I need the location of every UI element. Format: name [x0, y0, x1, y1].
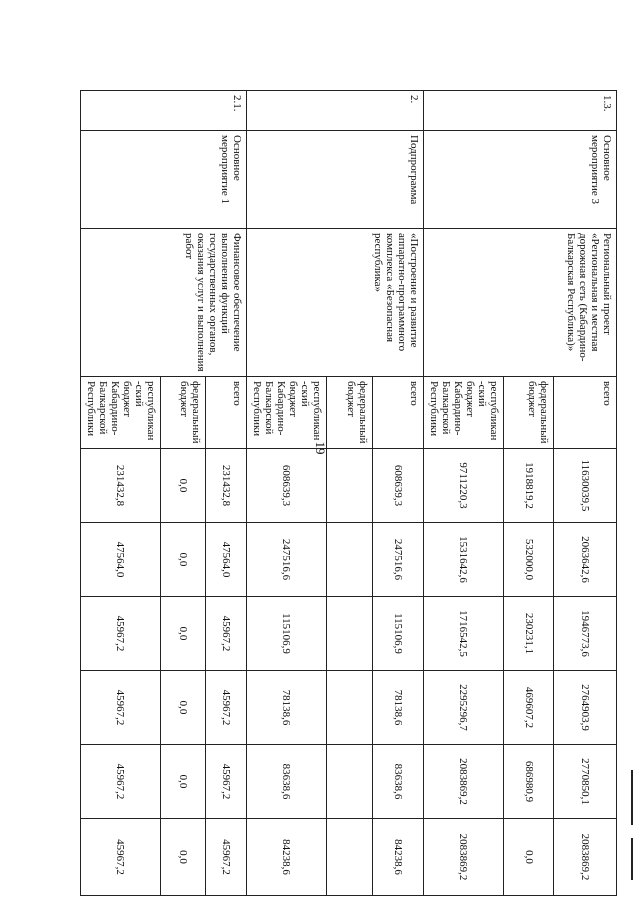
- value-cell: 83638,6: [246, 745, 326, 819]
- value-cell: 45967,2: [206, 745, 246, 819]
- value-cell: 608639,3: [373, 449, 424, 523]
- value-cell: 47564,0: [206, 523, 246, 597]
- table-row: [554, 91, 617, 896]
- value-cell: 532000,0: [503, 523, 554, 597]
- value-cell: 231432,8: [206, 449, 246, 523]
- value-cell: 1946773,6: [554, 597, 617, 671]
- value-cell: 231432,8: [81, 449, 161, 523]
- value-cell: 0,0: [160, 819, 206, 896]
- row-number: 2.1.: [81, 91, 247, 131]
- value-cell: 45967,2: [206, 819, 246, 896]
- value-cell: 686980,9: [503, 745, 554, 819]
- value-cell: 47564,0: [81, 523, 161, 597]
- value-cell: 2764903,9: [554, 671, 617, 745]
- row-number: 2.: [246, 91, 423, 131]
- value-cell: [326, 819, 373, 896]
- value-cell: 469607,2: [503, 671, 554, 745]
- value-cell: 247516,6: [373, 523, 424, 597]
- value-cell: 608639,3: [246, 449, 326, 523]
- value-cell: [326, 671, 373, 745]
- funding-source: федеральный бюджет: [503, 377, 554, 449]
- row-title: Региональный проект «Региональная и местная дорожная сеть (Кабардино-Балкарская Республика)»: [423, 229, 616, 377]
- value-cell: 1531642,6: [423, 523, 503, 597]
- value-cell: 11630039,5: [554, 449, 617, 523]
- scan-edge-mark: [631, 770, 633, 825]
- value-cell: [326, 449, 373, 523]
- value-cell: 45967,2: [81, 671, 161, 745]
- value-cell: 1918819,2: [503, 449, 554, 523]
- funding-source: всего: [206, 377, 246, 449]
- value-cell: [326, 597, 373, 671]
- value-cell: 2770850,1: [554, 745, 617, 819]
- value-cell: 115106,9: [373, 597, 424, 671]
- funding-source: всего: [554, 377, 617, 449]
- value-cell: 45967,2: [81, 745, 161, 819]
- value-cell: 2083869,2: [423, 745, 503, 819]
- value-cell: 84238,6: [373, 819, 424, 896]
- value-cell: 84238,6: [246, 819, 326, 896]
- value-cell: 247516,6: [246, 523, 326, 597]
- funding-source: республикан-ский бюджет Кабардино-Балкарской Республики: [81, 377, 161, 449]
- budget-table: [80, 90, 617, 896]
- row-number: 1.3.: [423, 91, 616, 131]
- scan-edge-mark: [631, 838, 633, 880]
- funding-source: республикан-ский бюджет Кабардино-Балкарской Республики: [423, 377, 503, 449]
- value-cell: 78138,6: [373, 671, 424, 745]
- value-cell: 2083869,2: [423, 819, 503, 896]
- funding-source: федеральный бюджет: [160, 377, 206, 449]
- value-cell: 45967,2: [206, 671, 246, 745]
- row-status: Основное мероприятие 1: [81, 131, 247, 229]
- value-cell: 45967,2: [206, 597, 246, 671]
- value-cell: 230231,1: [503, 597, 554, 671]
- funding-source: федеральный бюджет: [326, 377, 373, 449]
- row-title: Финансовое обеспечение выполнения функций государственных органов, оказания услуг и выполнения работ: [81, 229, 247, 377]
- row-title: «Построение и развитие аппаратно-программного комплекса «Безопасная республика»: [246, 229, 423, 377]
- value-cell: 45967,2: [81, 819, 161, 896]
- funding-source: всего: [373, 377, 424, 449]
- value-cell: 0,0: [160, 597, 206, 671]
- value-cell: 0,0: [160, 523, 206, 597]
- table-row: [373, 91, 424, 896]
- row-status: Подпрограмма: [246, 131, 423, 229]
- funding-source: республикан-ский бюджет Кабардино-Балкарской Республики: [246, 377, 326, 449]
- value-cell: 0,0: [160, 745, 206, 819]
- value-cell: 2063642,6: [554, 523, 617, 597]
- value-cell: 2295296,7: [423, 671, 503, 745]
- value-cell: 45967,2: [81, 597, 161, 671]
- value-cell: 9711220,3: [423, 449, 503, 523]
- rotated-table-wrapper: [80, 90, 617, 895]
- value-cell: 1716542,5: [423, 597, 503, 671]
- value-cell: 0,0: [160, 449, 206, 523]
- value-cell: [326, 745, 373, 819]
- table-row: [206, 91, 246, 896]
- value-cell: 0,0: [160, 671, 206, 745]
- value-cell: 2083869,2: [554, 819, 617, 896]
- row-status: Основное мероприятие 3: [423, 131, 616, 229]
- value-cell: 83638,6: [373, 745, 424, 819]
- value-cell: [326, 523, 373, 597]
- value-cell: 0,0: [503, 819, 554, 896]
- value-cell: 115106,9: [246, 597, 326, 671]
- value-cell: 78138,6: [246, 671, 326, 745]
- page-number: 19: [313, 441, 328, 455]
